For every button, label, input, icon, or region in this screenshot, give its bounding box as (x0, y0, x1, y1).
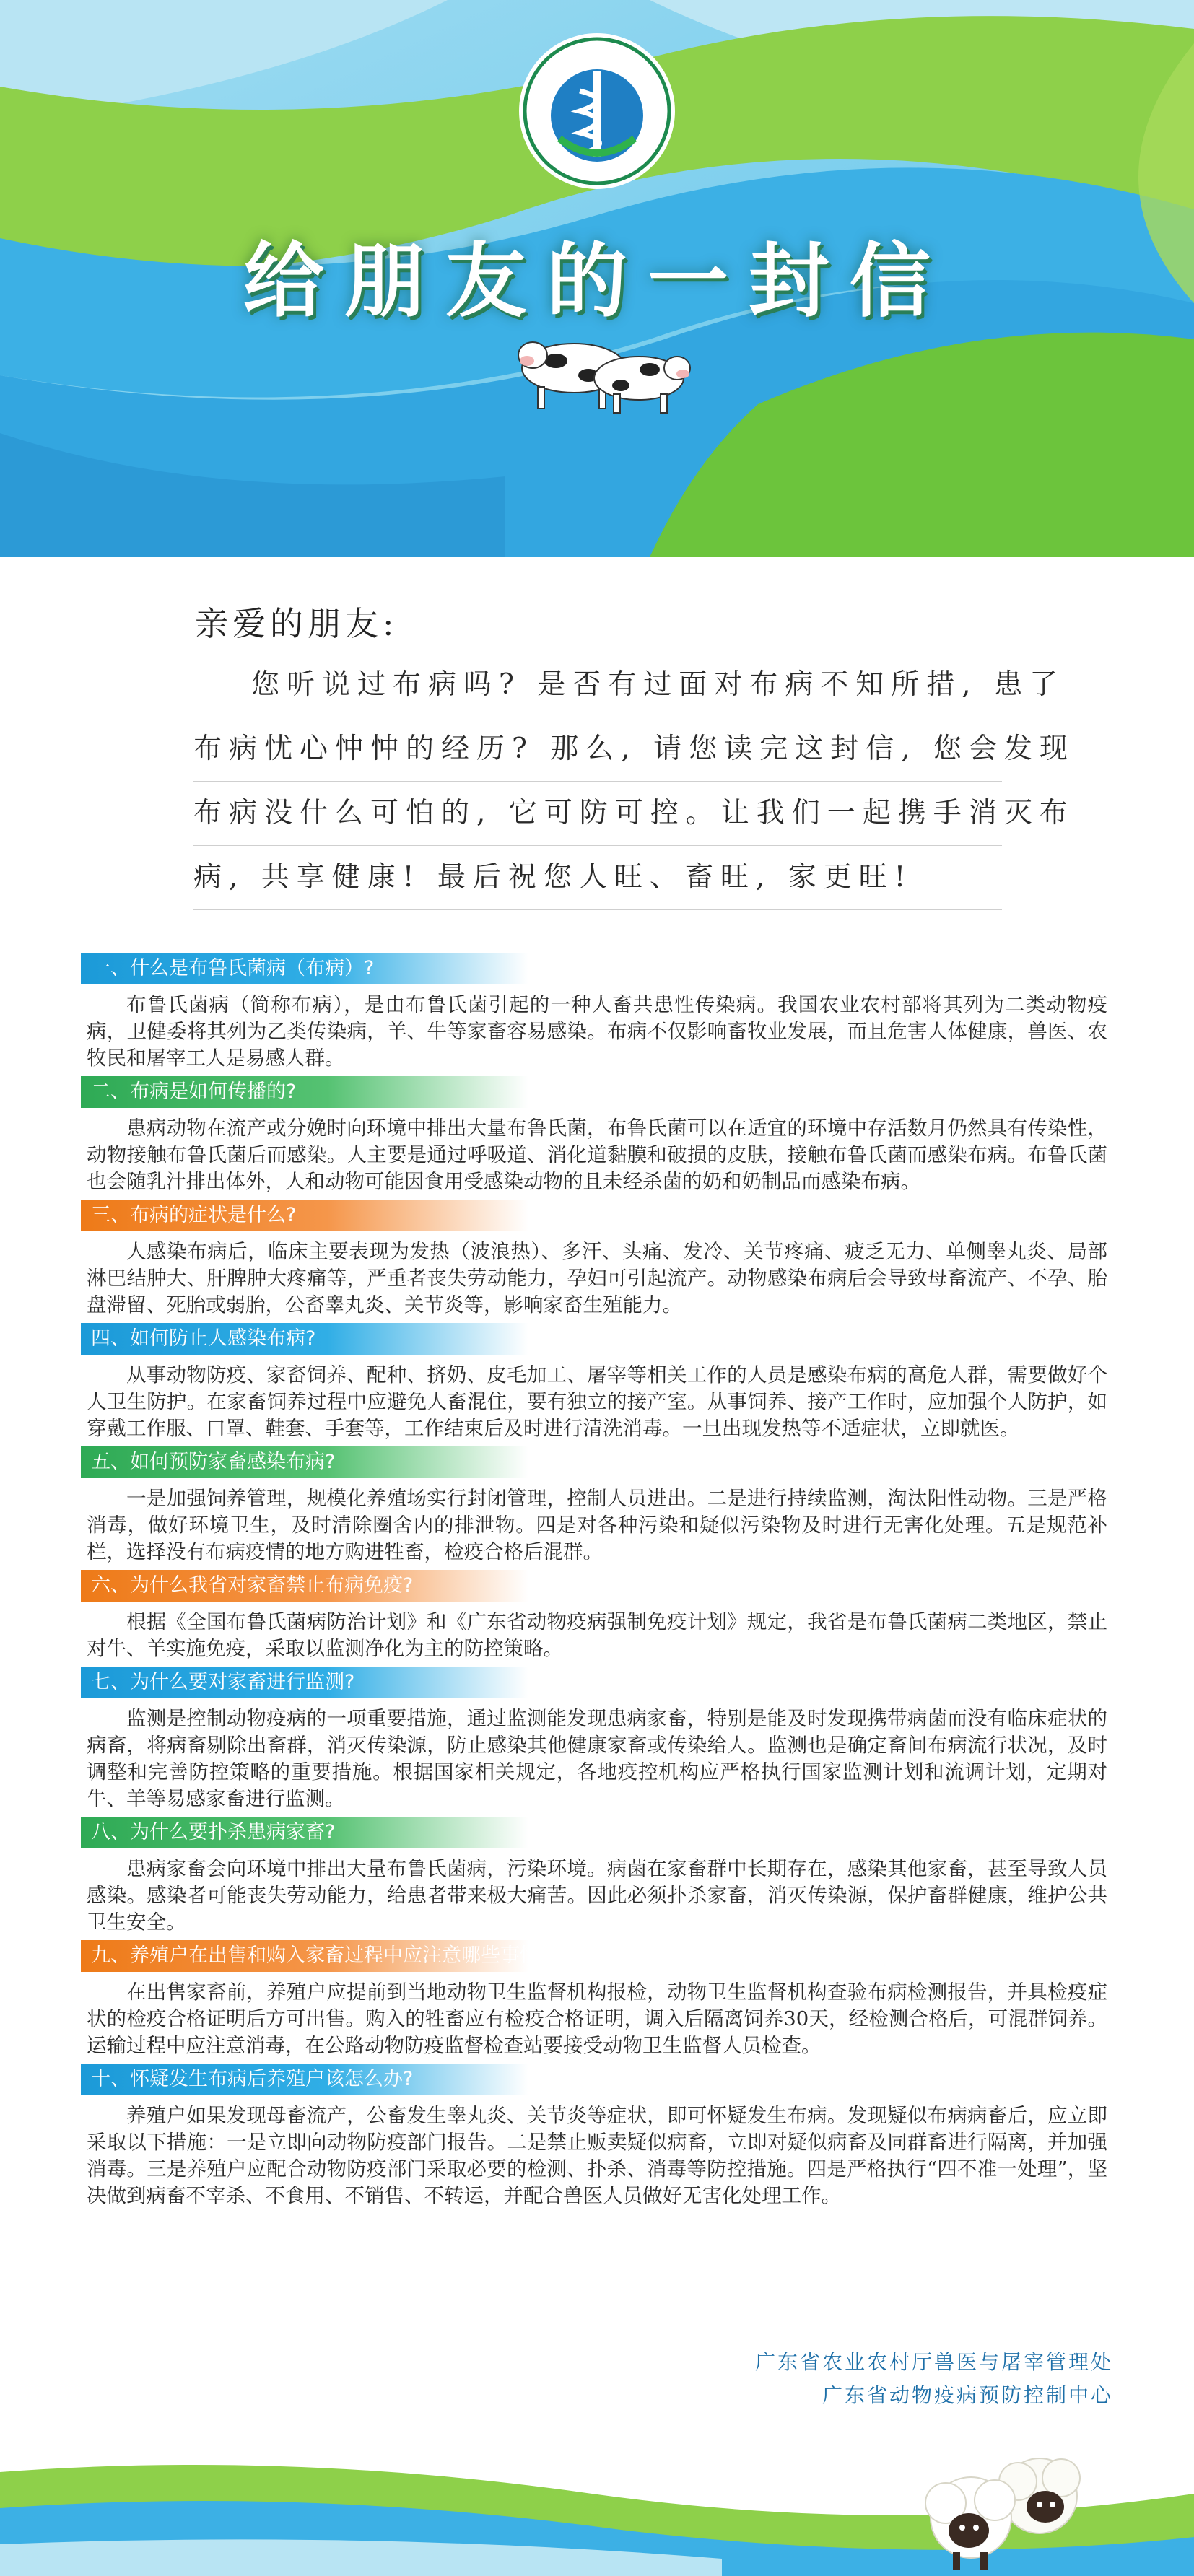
sheep-illustration (917, 2438, 1097, 2575)
section-6 (81, 1570, 1113, 1667)
section-heading: 一、什么是布鲁氏菌病（布病）? (81, 953, 528, 984)
section-1 (81, 953, 1113, 1076)
section-9 (81, 1940, 1113, 2064)
section-text: 养殖户如果发现母畜流产，公畜发生睾丸炎、关节炎等症状，即可怀疑发生布病。发现疑似布病病畜后，应立即采取以下措施：一是立即向动物防疫部门报告。二是禁止贩卖疑似病畜，立即对疑似病畜及同群畜进行隔离，并加强消毒。三是养殖户应配合动物防疫部门采取必要的检测、扑杀、消毒等防控措施。四是严格执行“四不准一处理”，坚决做到病畜不宰杀、不食用、不销售、不转运，并配合兽医人员做好无害化处理工作。 (87, 2104, 1107, 2207)
section-3 (81, 1200, 1113, 1323)
letter-line: 病, 共享健康! 最后祝您人旺、畜旺, 家更旺! (193, 846, 1002, 910)
section-8 (81, 1817, 1113, 1940)
section-text: 患病动物在流产或分娩时向环境中排出大量布鲁氏菌，布鲁氏菌可以在适宜的环境中存活数月仍然具有传染性，动物接触布鲁氏菌后而感染。人主要是通过呼吸道、消化道黏膜和破损的皮肤，接触布鲁氏菌而感染布病。布鲁氏菌也会随乳汁排出体外，人和动物可能因食用受感染动物的且未经杀菌的奶和奶制品而感染布病。 (87, 1117, 1107, 1193)
section-heading: 二、布病是如何传播的? (81, 1076, 528, 1108)
header-banner (0, 0, 1194, 557)
section-text: 从事动物防疫、家畜饲养、配种、挤奶、皮毛加工、屠宰等相关工作的人员是感染布病的高危人群，需要做好个人卫生防护。在家畜饲养过程中应避免人畜混住，要有独立的接产室。从事饲养、接产工作时，应加强个人防护，如穿戴工作服、口罩、鞋套、手套等，工作结束后及时进行清洗消毒。一旦出现发热等不适症状，立即就医。 (87, 1363, 1107, 1440)
section-text: 人感染布病后，临床主要表现为发热（波浪热）、多汗、头痛、发冷、关节疼痛、疲乏无力、单侧睾丸炎、局部淋巴结肿大、肝脾肿大疼痛等，严重者丧失劳动能力，孕妇可引起流产。动物感染布病后会导致母畜流产、不孕、胎盘滞留、死胎或弱胎，公畜睾丸炎、关节炎等，影响家畜生殖能力。 (87, 1240, 1107, 1317)
section-heading: 十、怀疑发生布病后养殖户该怎么办? (81, 2064, 528, 2095)
cows-illustration (505, 318, 700, 419)
section-text: 在出售家畜前，养殖户应提前到当地动物卫生监督机构报检，动物卫生监督机构查验布病检测报告，并具检疫症状的检疫合格证明后方可出售。购入的牲畜应有检疫合格证明，调入后隔离饲养30天，经检测合格后，可混群饲养。运输过程中应注意消毒，在公路动物防疫监督检查站要接受动物卫生监督人员检查。 (87, 1981, 1107, 2057)
section-text: 监测是控制动物疫病的一项重要措施，通过监测能发现患病家畜，特别是能及时发现携带病菌而没有临床症状的病畜，将病畜剔除出畜群，消灭传染源，防止感染其他健康家畜或传染给人。监测也是确定畜间布病流行状况，及时调整和完善防控策略的重要措施。根据国家相关规定，各地疫控机构应严格执行国家监测计划和流调计划，定期对牛、羊等易感家畜进行监测。 (87, 1707, 1107, 1810)
section-heading: 九、养殖户在出售和购入家畜过程中应注意哪些事情? (81, 1940, 528, 1972)
section-text: 根据《全国布鲁氏菌病防治计划》和《广东省动物疫病强制免疫计划》规定，我省是布鲁氏菌病二类地区，禁止对牛、羊实施免疫，采取以监测净化为主的防控策略。 (87, 1610, 1107, 1660)
org-seal-logo (516, 30, 678, 192)
letter-line: 布病忧心忡忡的经历? 那么, 请您读完这封信, 您会发现 (193, 717, 1002, 782)
section-4 (81, 1323, 1113, 1446)
letter-body (193, 653, 1075, 910)
letter-line: 布病没什么可怕的, 它可防可控。让我们一起携手消灭布 (193, 782, 1002, 846)
section-text: 一是加强饲养管理，规模化养殖场实行封闭管理，控制人员进出。二是进行持续监测，淘汰阳性动物。三是严格消毒，做好环境卫生，及时清除圈舍内的排泄物。四是对各种污染和疑似污染物及时进行无害化处理。五是规范补栏，选择没有布病疫情的地方购进牲畜，检疫合格后混群。 (87, 1487, 1107, 1563)
faq-sections (81, 953, 1113, 2214)
section-5 (81, 1446, 1113, 1570)
section-heading: 八、为什么要扑杀患病家畜? (81, 1817, 528, 1848)
signature-block (755, 2346, 1113, 2412)
signature-line-1: 广东省农业农村厅兽医与屠宰管理处 (754, 2350, 1113, 2374)
section-heading: 三、布病的症状是什么? (81, 1200, 528, 1231)
letter-line: 您听说过布病吗? 是否有过面对布病不知所措, 患了 (193, 653, 1002, 717)
section-2 (81, 1076, 1113, 1200)
section-text: 患病家畜会向环境中排出大量布鲁氏菌病，污染环境。病菌在家畜群中长期存在，感染其他家畜，甚至导致人员感染。感染者可能丧失劳动能力，给患者带来极大痛苦。因此必须扑杀家畜，消灭传染源，保护畜群健康，维护公共卫生安全。 (87, 1857, 1107, 1934)
section-text: 布鲁氏菌病（简称布病），是由布鲁氏菌引起的一种人畜共患性传染病。我国农业农村部将其列为二类动物疫病，卫健委将其列为乙类传染病，羊、牛等家畜容易感染。布病不仅影响畜牧业发展，而且危害人体健康，兽医、农牧民和屠宰工人是易感人群。 (87, 993, 1107, 1070)
signature-line-2: 广东省动物疫病预防控制中心 (822, 2383, 1113, 2407)
section-heading: 五、如何预防家畜感染布病? (81, 1446, 528, 1478)
section-7 (81, 1667, 1113, 1817)
section-heading: 四、如何防止人感染布病? (81, 1323, 528, 1355)
page-title: 给朋友的一封信 (243, 235, 951, 328)
letter-greeting: 亲爱的朋友: (195, 604, 398, 643)
section-heading: 七、为什么要对家畜进行监测? (81, 1667, 528, 1698)
section-10 (81, 2064, 1113, 2214)
section-heading: 六、为什么我省对家畜禁止布病免疫? (81, 1570, 528, 1602)
